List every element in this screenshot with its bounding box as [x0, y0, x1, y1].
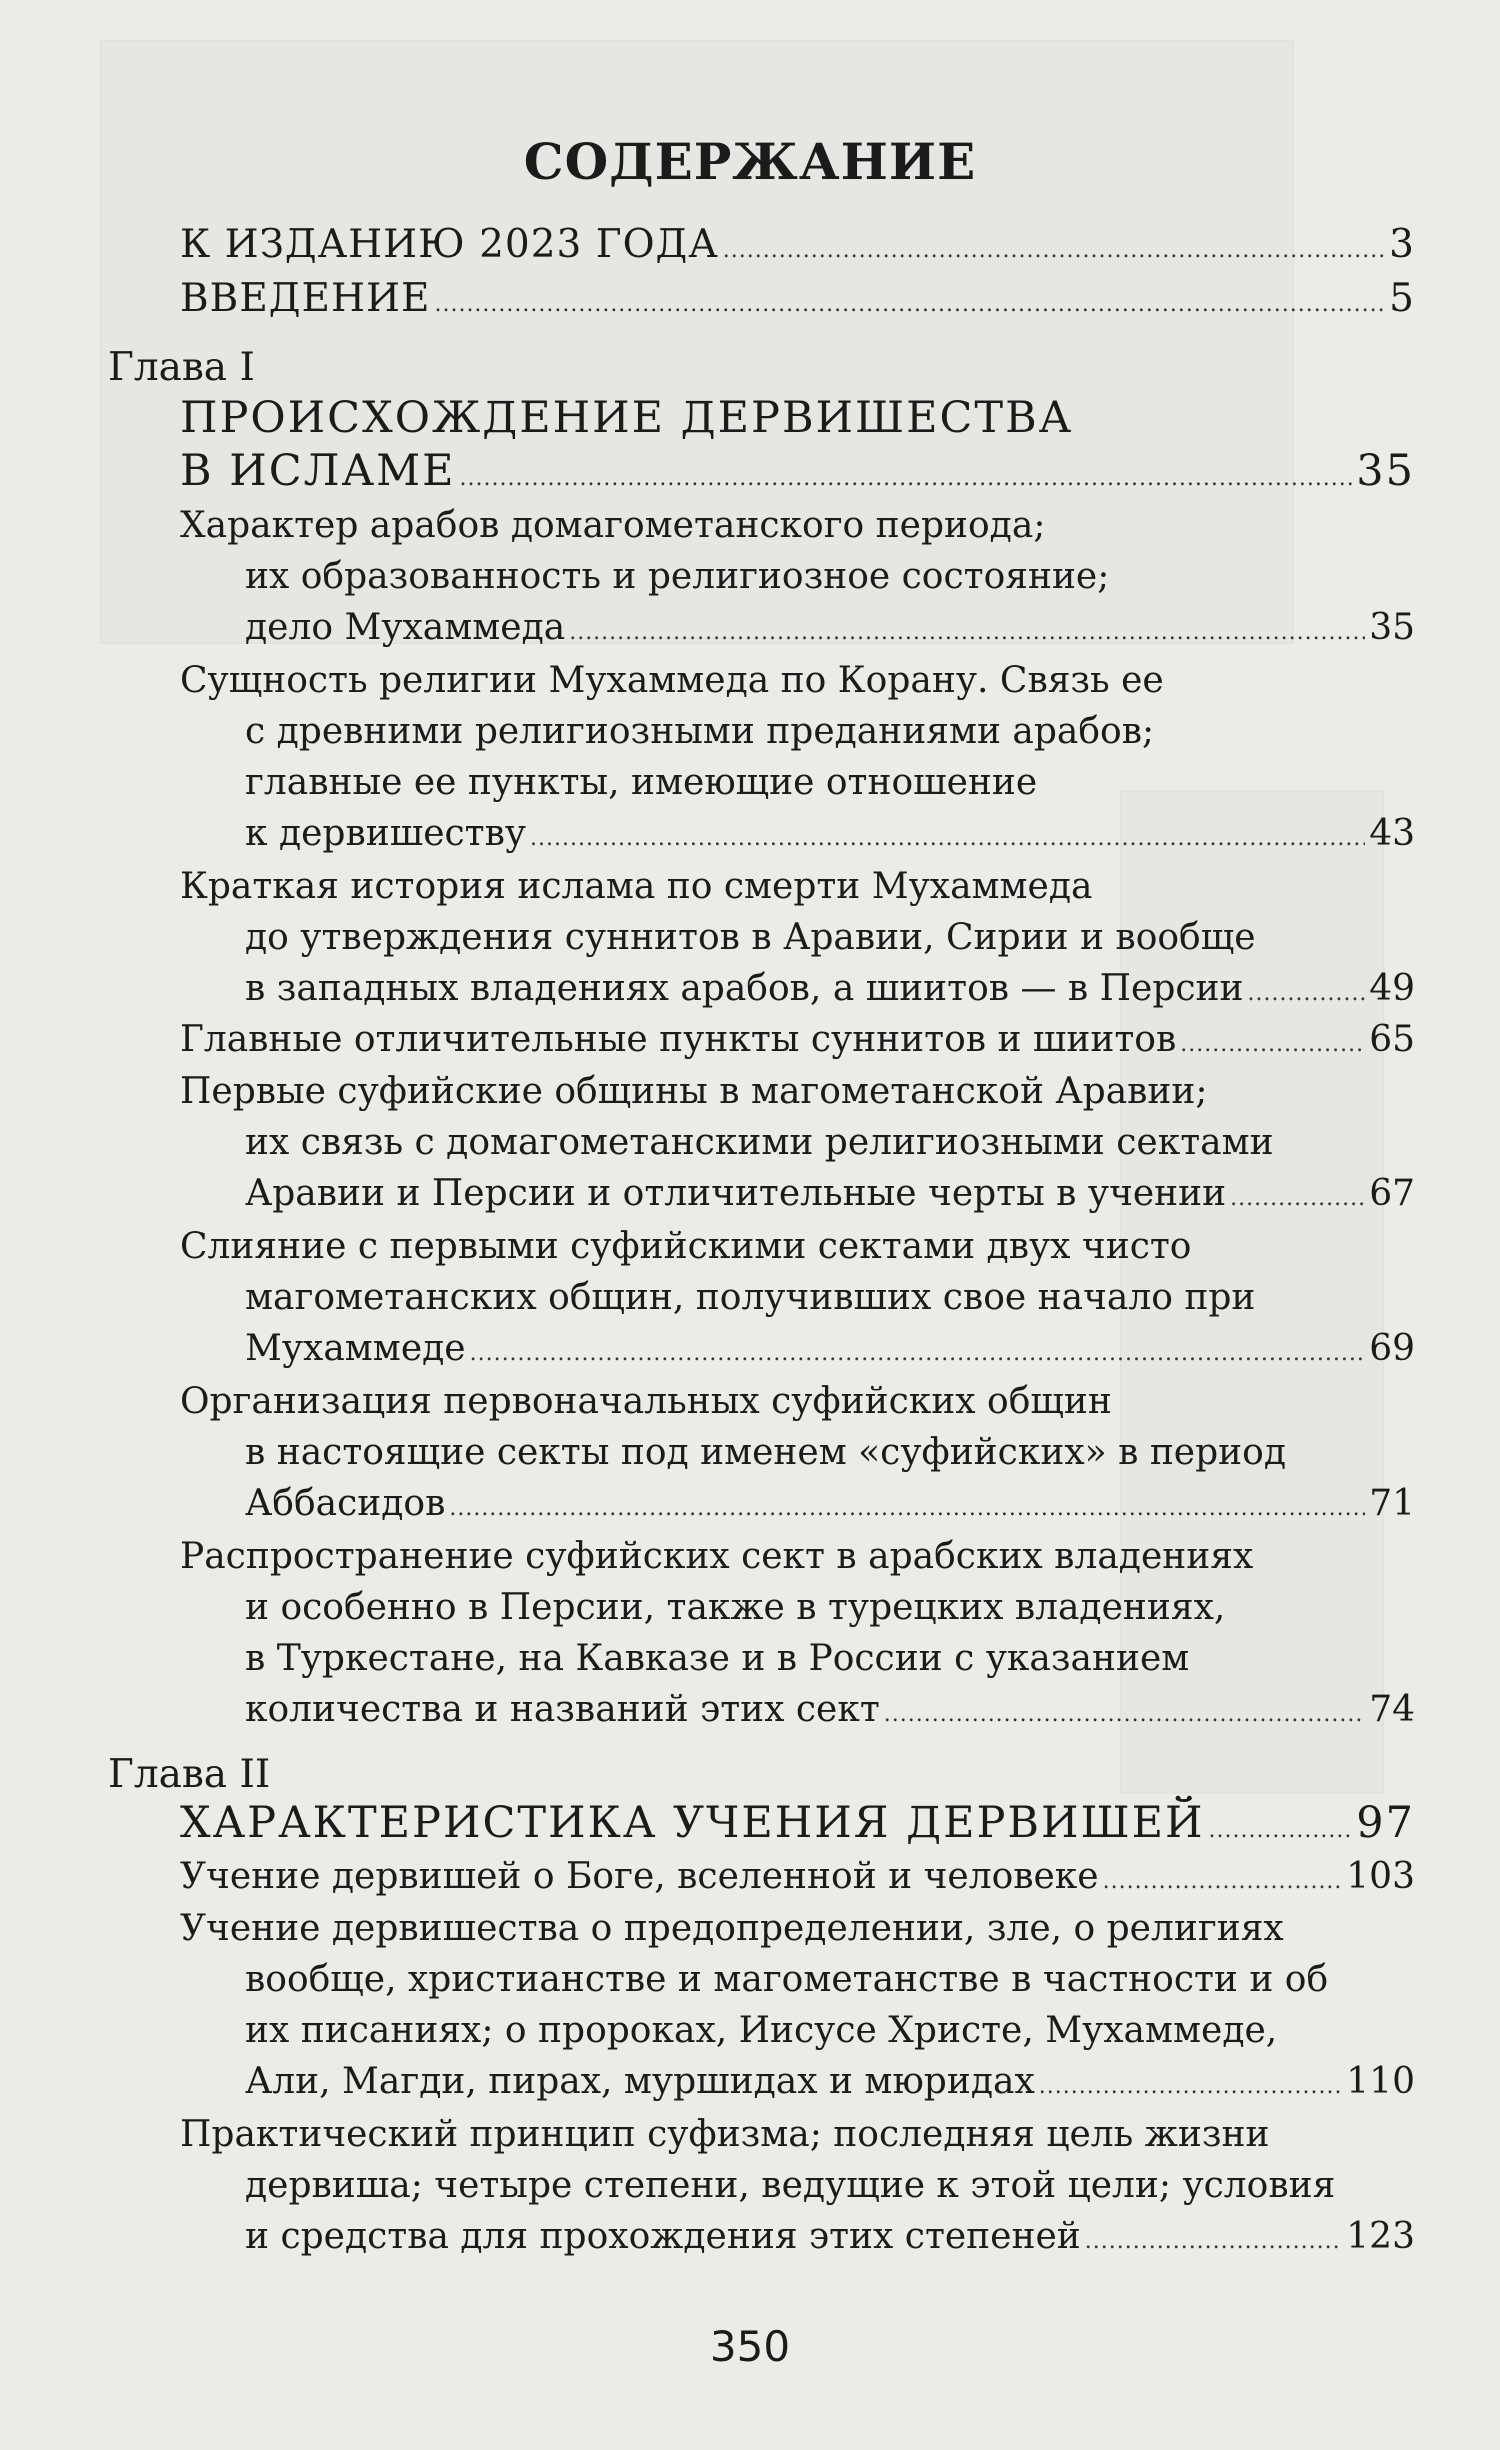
section-line: [245, 1959, 1415, 2011]
toc-page-number: 74: [1369, 1689, 1415, 1730]
leader-dots: [1248, 981, 1366, 1006]
section-line: [180, 1536, 1415, 1588]
toc-page-number: 35: [1369, 607, 1415, 648]
section-text: дело Мухаммеда: [245, 607, 566, 648]
toc-page-number: 97: [1356, 1798, 1415, 1848]
chapter-label: Глава I: [108, 345, 255, 390]
leader-dots: [1039, 2074, 1343, 2099]
chapter-title-line: [180, 393, 1415, 445]
leader-dots: [884, 1702, 1365, 1727]
leader-dots: [569, 620, 1365, 645]
section-entry: [245, 1689, 1415, 1741]
section-line: [245, 556, 1415, 608]
toc-page-number: 3: [1389, 222, 1415, 267]
section-line: [180, 1071, 1415, 1123]
section-text: их образованность и религиозное состояние;: [245, 556, 1110, 597]
section-entry: [245, 1173, 1415, 1225]
section-line: [180, 660, 1415, 712]
section-line: [180, 1381, 1415, 1433]
toc-entry: [180, 222, 1415, 274]
section-text: в западных владениях арабов, а шиитов — в Персии: [245, 968, 1244, 1009]
leader-dots: [460, 466, 1353, 491]
leader-dots: [1208, 1818, 1352, 1843]
leader-dots: [1103, 1869, 1343, 1894]
toc-page-number: 123: [1346, 2216, 1415, 2257]
section-text: их связь с домагометанскими религиозными сектами: [245, 1122, 1274, 1163]
toc-page-number: 71: [1369, 1483, 1415, 1524]
section-line: [245, 1122, 1415, 1174]
section-text: Аравии и Персии и отличительные черты в учении: [245, 1173, 1227, 1214]
toc-page-number: 103: [1346, 1856, 1415, 1897]
section-line: [180, 1226, 1415, 1278]
chapter-title-text: ПРОИСХОЖДЕНИЕ ДЕРВИШЕСТВА: [180, 393, 1074, 443]
section-entry: [245, 968, 1415, 1020]
section-text: магометанских общин, получивших свое начало при: [245, 1277, 1256, 1318]
leader-dots: [723, 238, 1385, 263]
section-entry: [245, 2216, 1415, 2268]
section-text: Учение дервишества о предопределении, зле, о религиях: [180, 1908, 1284, 1949]
section-text: и средства для прохождения этих степеней: [245, 2216, 1081, 2257]
leader-dots: [1180, 1032, 1365, 1057]
section-line: [245, 917, 1415, 969]
section-text: с древними религиозными преданиями арабов;: [245, 711, 1155, 752]
section-line: [180, 1908, 1415, 1960]
section-text: до утверждения суннитов в Аравии, Сирии и вообще: [245, 917, 1256, 958]
toc-page-number: 5: [1389, 276, 1415, 321]
section-text: в Туркестане, на Кавказе и в России с указанием: [245, 1638, 1190, 1679]
section-text: Сущность религии Мухаммеда по Корану. Связь ее: [180, 660, 1164, 701]
section-text: Краткая история ислама по смерти Мухаммеда: [180, 866, 1093, 907]
section-line: [245, 2010, 1415, 2062]
section-text: их писаниях; о пророках, Иисусе Христе, Мухаммеде,: [245, 2010, 1278, 2051]
chapter-title-text: В ИСЛАМЕ: [180, 446, 456, 496]
toc-page-number: 67: [1369, 1173, 1415, 1214]
section-line: [245, 1587, 1415, 1639]
chapter-title: [180, 446, 1415, 498]
section-text: Распространение суфийских сект в арабских владениях: [180, 1536, 1254, 1577]
section-entry: [180, 1019, 1415, 1071]
section-entry: [245, 1483, 1415, 1535]
toc-page-number: 69: [1369, 1328, 1415, 1369]
section-text: Характер арабов домагометанского периода;: [180, 505, 1046, 546]
toc-page-number: 65: [1369, 1019, 1415, 1060]
section-text: Аббасидов: [245, 1483, 446, 1524]
section-text: Организация первоначальных суфийских общин: [180, 1381, 1112, 1422]
toc-entry-text: К ИЗДАНИЮ 2023 ГОДА: [180, 222, 719, 267]
section-text: вообще, христианстве и магометанстве в частности и об: [245, 1959, 1329, 2000]
leader-dots: [530, 826, 1365, 851]
section-entry: [245, 2061, 1415, 2113]
leader-dots: [449, 1496, 1365, 1521]
section-line: [245, 762, 1415, 814]
leader-dots: [1085, 2229, 1343, 2254]
section-text: Мухаммеде: [245, 1328, 466, 1369]
section-line: [245, 2165, 1415, 2217]
toc-page-number: 49: [1369, 968, 1415, 1009]
section-entry: [245, 813, 1415, 865]
section-line: [180, 2114, 1415, 2166]
toc-page-number: 43: [1369, 813, 1415, 854]
section-entry: [180, 1856, 1415, 1908]
section-entry: [245, 607, 1415, 659]
section-text: к дервишеству: [245, 813, 527, 854]
chapter-title: [180, 1798, 1415, 1850]
section-text: Али, Магди, пирах, муршидах и мюридах: [245, 2061, 1035, 2102]
leader-dots: [1230, 1186, 1365, 1211]
chapter-title-text: ХАРАКТЕРИСТИКА УЧЕНИЯ ДЕРВИШЕЙ: [180, 1798, 1205, 1848]
toc-entry: [180, 276, 1415, 328]
page-number: 350: [709, 2322, 791, 2371]
section-text: Учение дервишей о Боге, вселенной и человеке: [180, 1856, 1099, 1897]
section-text: Первые суфийские общины в магометанской Аравии;: [180, 1071, 1208, 1112]
leader-dots: [470, 1341, 1366, 1366]
toc-entry-text: ВВЕДЕНИЕ: [180, 276, 431, 321]
toc-page-number: 35: [1356, 446, 1415, 496]
section-text: Слияние с первыми суфийскими сектами двух чисто: [180, 1226, 1192, 1267]
toc-page-number: 110: [1346, 2061, 1415, 2102]
leader-dots: [434, 292, 1385, 317]
section-text: дервиша; четыре степени, ведущие к этой цели; условия: [245, 2165, 1336, 2206]
section-line: [245, 1432, 1415, 1484]
section-text: Практический принцип суфизма; последняя цель жизни: [180, 2114, 1270, 2155]
section-line: [245, 1277, 1415, 1329]
section-entry: [245, 1328, 1415, 1380]
section-text: Главные отличительные пункты суннитов и шиитов: [180, 1019, 1177, 1060]
section-text: в настоящие секты под именем «суфийских» в период: [245, 1432, 1286, 1473]
section-text: главные ее пункты, имеющие отношение: [245, 762, 1038, 803]
section-line: [180, 505, 1415, 557]
section-line: [180, 866, 1415, 918]
page-title: СОДЕРЖАНИЕ: [523, 132, 977, 191]
section-text: количества и названий этих сект: [245, 1689, 880, 1730]
section-line: [245, 711, 1415, 763]
section-text: и особенно в Персии, также в турецких владениях,: [245, 1587, 1226, 1628]
chapter-label: Глава II: [108, 1752, 271, 1797]
section-line: [245, 1638, 1415, 1690]
